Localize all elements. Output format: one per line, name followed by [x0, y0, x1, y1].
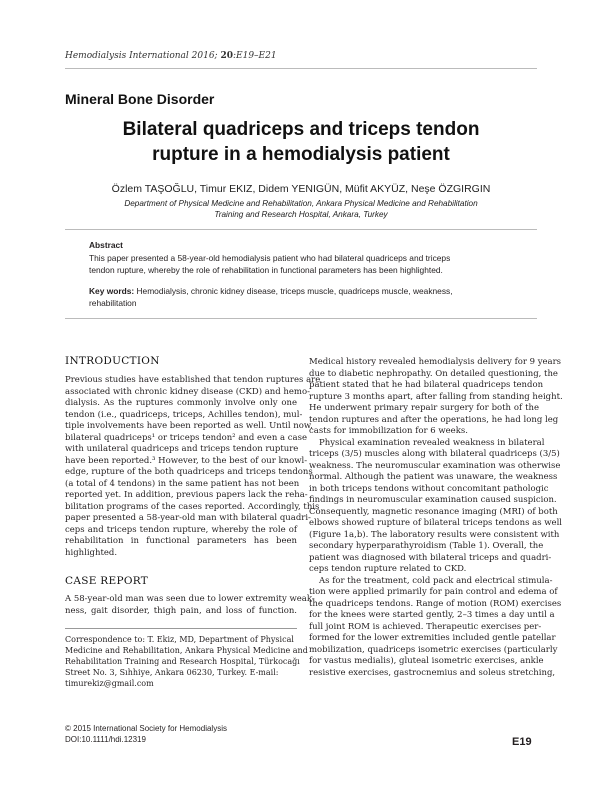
- body-line: mobilization, quadriceps isometric exercises (particularly: [309, 644, 558, 655]
- doi-link[interactable]: DOI:10.1111/hdi.12319: [65, 735, 146, 744]
- body-line: for the knees were started gently, 2–3 times a day until a: [309, 610, 555, 620]
- intro-line: bilitation programs of the cases reported. Accordingly, this: [65, 501, 320, 512]
- body-line: patient was diagnosed with bilateral triceps and quadri-: [309, 552, 552, 563]
- intro-line: rehabilitation in functional parameters has been: [65, 536, 297, 546]
- body-line: in both triceps tendons without concomitant pathologic: [309, 483, 549, 494]
- section-tag: Mineral Bone Disorder: [65, 91, 215, 107]
- body-line: weakness. The neuromuscular examination was otherwise: [309, 460, 561, 471]
- intro-line: tendon (i.e., quadriceps, triceps, Achilles tendon), mul-: [65, 409, 303, 420]
- case-body: [65, 594, 315, 617]
- abstract-bottom-rule: [65, 318, 537, 319]
- journal-name: Hemodialysis International 2016;: [65, 51, 221, 61]
- intro-line: reported yet. In addition, previous papers lack the reha-: [65, 490, 308, 500]
- affiliation: [65, 198, 537, 220]
- title-line: rupture in a hemodialysis patient: [152, 144, 450, 165]
- case-line: ness, gait disorder, thigh pain, and loss of function.: [65, 605, 297, 616]
- abstract-top-rule: [65, 229, 537, 230]
- title-line: Bilateral quadriceps and triceps tendon: [122, 119, 480, 140]
- body-line: due to diabetic nephropathy. On detailed questioning, the: [309, 368, 558, 379]
- article-title: [65, 117, 537, 167]
- correspondence: [65, 628, 308, 689]
- body-line: patient stated that he had bilateral quadriceps tendon: [309, 380, 544, 390]
- journal-volume: 20: [220, 51, 233, 61]
- intro-line: Previous studies have established that tendon ruptures are: [65, 375, 321, 385]
- journal-pages: :E19–E21: [232, 51, 277, 61]
- case-line: A 58-year-old man was seen due to lower extremity weak-: [65, 594, 315, 604]
- intro-line: paper presented a 58-year-old man with bilateral quadri-: [65, 513, 311, 523]
- correspondence-line: Medicine and Rehabilitation, Ankara Physical Medicine and: [65, 646, 308, 655]
- keywords-list-cont: rehabilitation: [89, 298, 137, 308]
- intro-section: [65, 356, 297, 368]
- body-line: Physical examination revealed weakness in bilateral: [319, 437, 545, 448]
- abstract-line: tendon rupture, whereby the role of rehabilitation in functional parameters has been highlighted.: [89, 265, 443, 275]
- intro-line: associated with chronic kidney disease (CKD) and hemo-: [65, 386, 310, 397]
- body-line: (Figure 1a,b). The laboratory results were consistent with: [309, 529, 560, 540]
- body-line: ceps tendon rupture related to CKD.: [309, 564, 467, 574]
- body-line: rupture 3 months apart, after falling from standing height.: [309, 391, 563, 402]
- case-heading: CASE REPORT: [65, 575, 149, 587]
- page-number: E19: [512, 736, 532, 748]
- intro-line: highlighted.: [65, 547, 118, 558]
- body-line: He underwent primary repair surgery for both of the: [309, 403, 539, 413]
- body-line: secondary hyperparathyroidism (Table 1). Overall, the: [309, 541, 544, 551]
- body-line: elbows showed rupture of bilateral triceps tendons as well: [309, 518, 563, 528]
- abstract-line: This paper presented a 58-year-old hemodialysis patient who had bilateral quadriceps and triceps: [89, 253, 451, 263]
- body-line: Consequently, magnetic resonance imaging (MRI) of both: [309, 506, 558, 517]
- intro-line: have been reported.³ However, to the best of our knowl-: [65, 455, 308, 466]
- header-rule: [65, 68, 537, 69]
- correspondence-line: Rehabilitation Training and Research Hospital, Türkocağı: [65, 657, 300, 666]
- body-line: normal. Although the patient was unaware, the weakness: [309, 472, 558, 482]
- body-line: Medical history revealed hemodialysis delivery for 9 years: [309, 357, 562, 367]
- body-line: findings in neuromuscular examination caused suspicion.: [309, 495, 557, 505]
- correspondence-email[interactable]: timurekiz@gmail.com: [65, 679, 154, 688]
- affiliation-line: Training and Research Hospital, Ankara, Turkey: [214, 210, 388, 219]
- keywords-list: Hemodialysis, chronic kidney disease, triceps muscle, quadriceps muscle, weakness,: [134, 286, 453, 296]
- case-section: [65, 576, 297, 588]
- intro-line: edge, rupture of the both quadriceps and triceps tendons: [65, 467, 313, 477]
- right-column: [309, 357, 563, 679]
- keywords-label: Key words:: [89, 286, 135, 296]
- intro-line: (a total of 4 tendons) in the same patient has not been: [65, 478, 300, 489]
- body-line: full joint ROM is achieved. Therapeutic exercises per-: [309, 621, 542, 632]
- intro-body: [65, 375, 321, 559]
- abstract-text: [89, 252, 529, 276]
- affiliation-line: Department of Physical Medicine and Rehabilitation, Ankara Physical Medicine and Rehabilitation: [124, 199, 478, 208]
- copyright: © 2015 International Society for Hemodialysis: [65, 724, 227, 733]
- intro-heading: INTRODUCTION: [65, 355, 160, 367]
- body-line: casts for immobilization for 6 weeks.: [309, 426, 468, 436]
- intro-line: tiple involvements have been reported as well. Until now,: [65, 421, 313, 431]
- intro-line: bilateral quadriceps¹ or triceps tendon² and even a case: [65, 432, 308, 443]
- body-line: tion were applied primarily for pain control and edema of: [309, 587, 558, 597]
- abstract-heading: Abstract: [89, 240, 123, 250]
- body-line: for vastus medialis), gluteal isometric exercises, ankle: [309, 656, 544, 666]
- journal-citation: [65, 51, 277, 61]
- author-list: Özlem TAŞOĞLU, Timur EKIZ, Didem YENIGÜN, Müfit AKYÜZ, Neşe ÖZGIRGIN: [111, 183, 491, 195]
- intro-line: ceps and triceps tendon rupture, whereby the role of: [65, 524, 297, 535]
- body-line: formed for the lower extremities included gentle patellar: [309, 633, 556, 643]
- correspondence-line: Street No. 3, Sıhhiye, Ankara 06230, Turkey. E-mail:: [65, 668, 279, 677]
- footer: [65, 723, 227, 745]
- correspondence-line: Correspondence to: T. Ekiz, MD, Department of Physical: [65, 635, 294, 644]
- keywords: [89, 285, 529, 309]
- body-line: triceps (3/5) muscles along with bilateral quadriceps (3/5): [309, 449, 560, 459]
- body-line: the quadriceps tendons. Range of motion (ROM) exercises: [309, 598, 562, 609]
- body-line: As for the treatment, cold pack and electrical stimula-: [319, 575, 553, 586]
- intro-line: with unilateral quadriceps and triceps tendon rupture: [65, 444, 299, 454]
- body-line: resistive exercises, gastrocnemius and soleus stretching,: [309, 667, 556, 678]
- intro-line: dialysis. As the ruptures commonly involve only one: [65, 398, 297, 408]
- body-line: tendon ruptures and after the operations, he had long leg: [309, 414, 559, 425]
